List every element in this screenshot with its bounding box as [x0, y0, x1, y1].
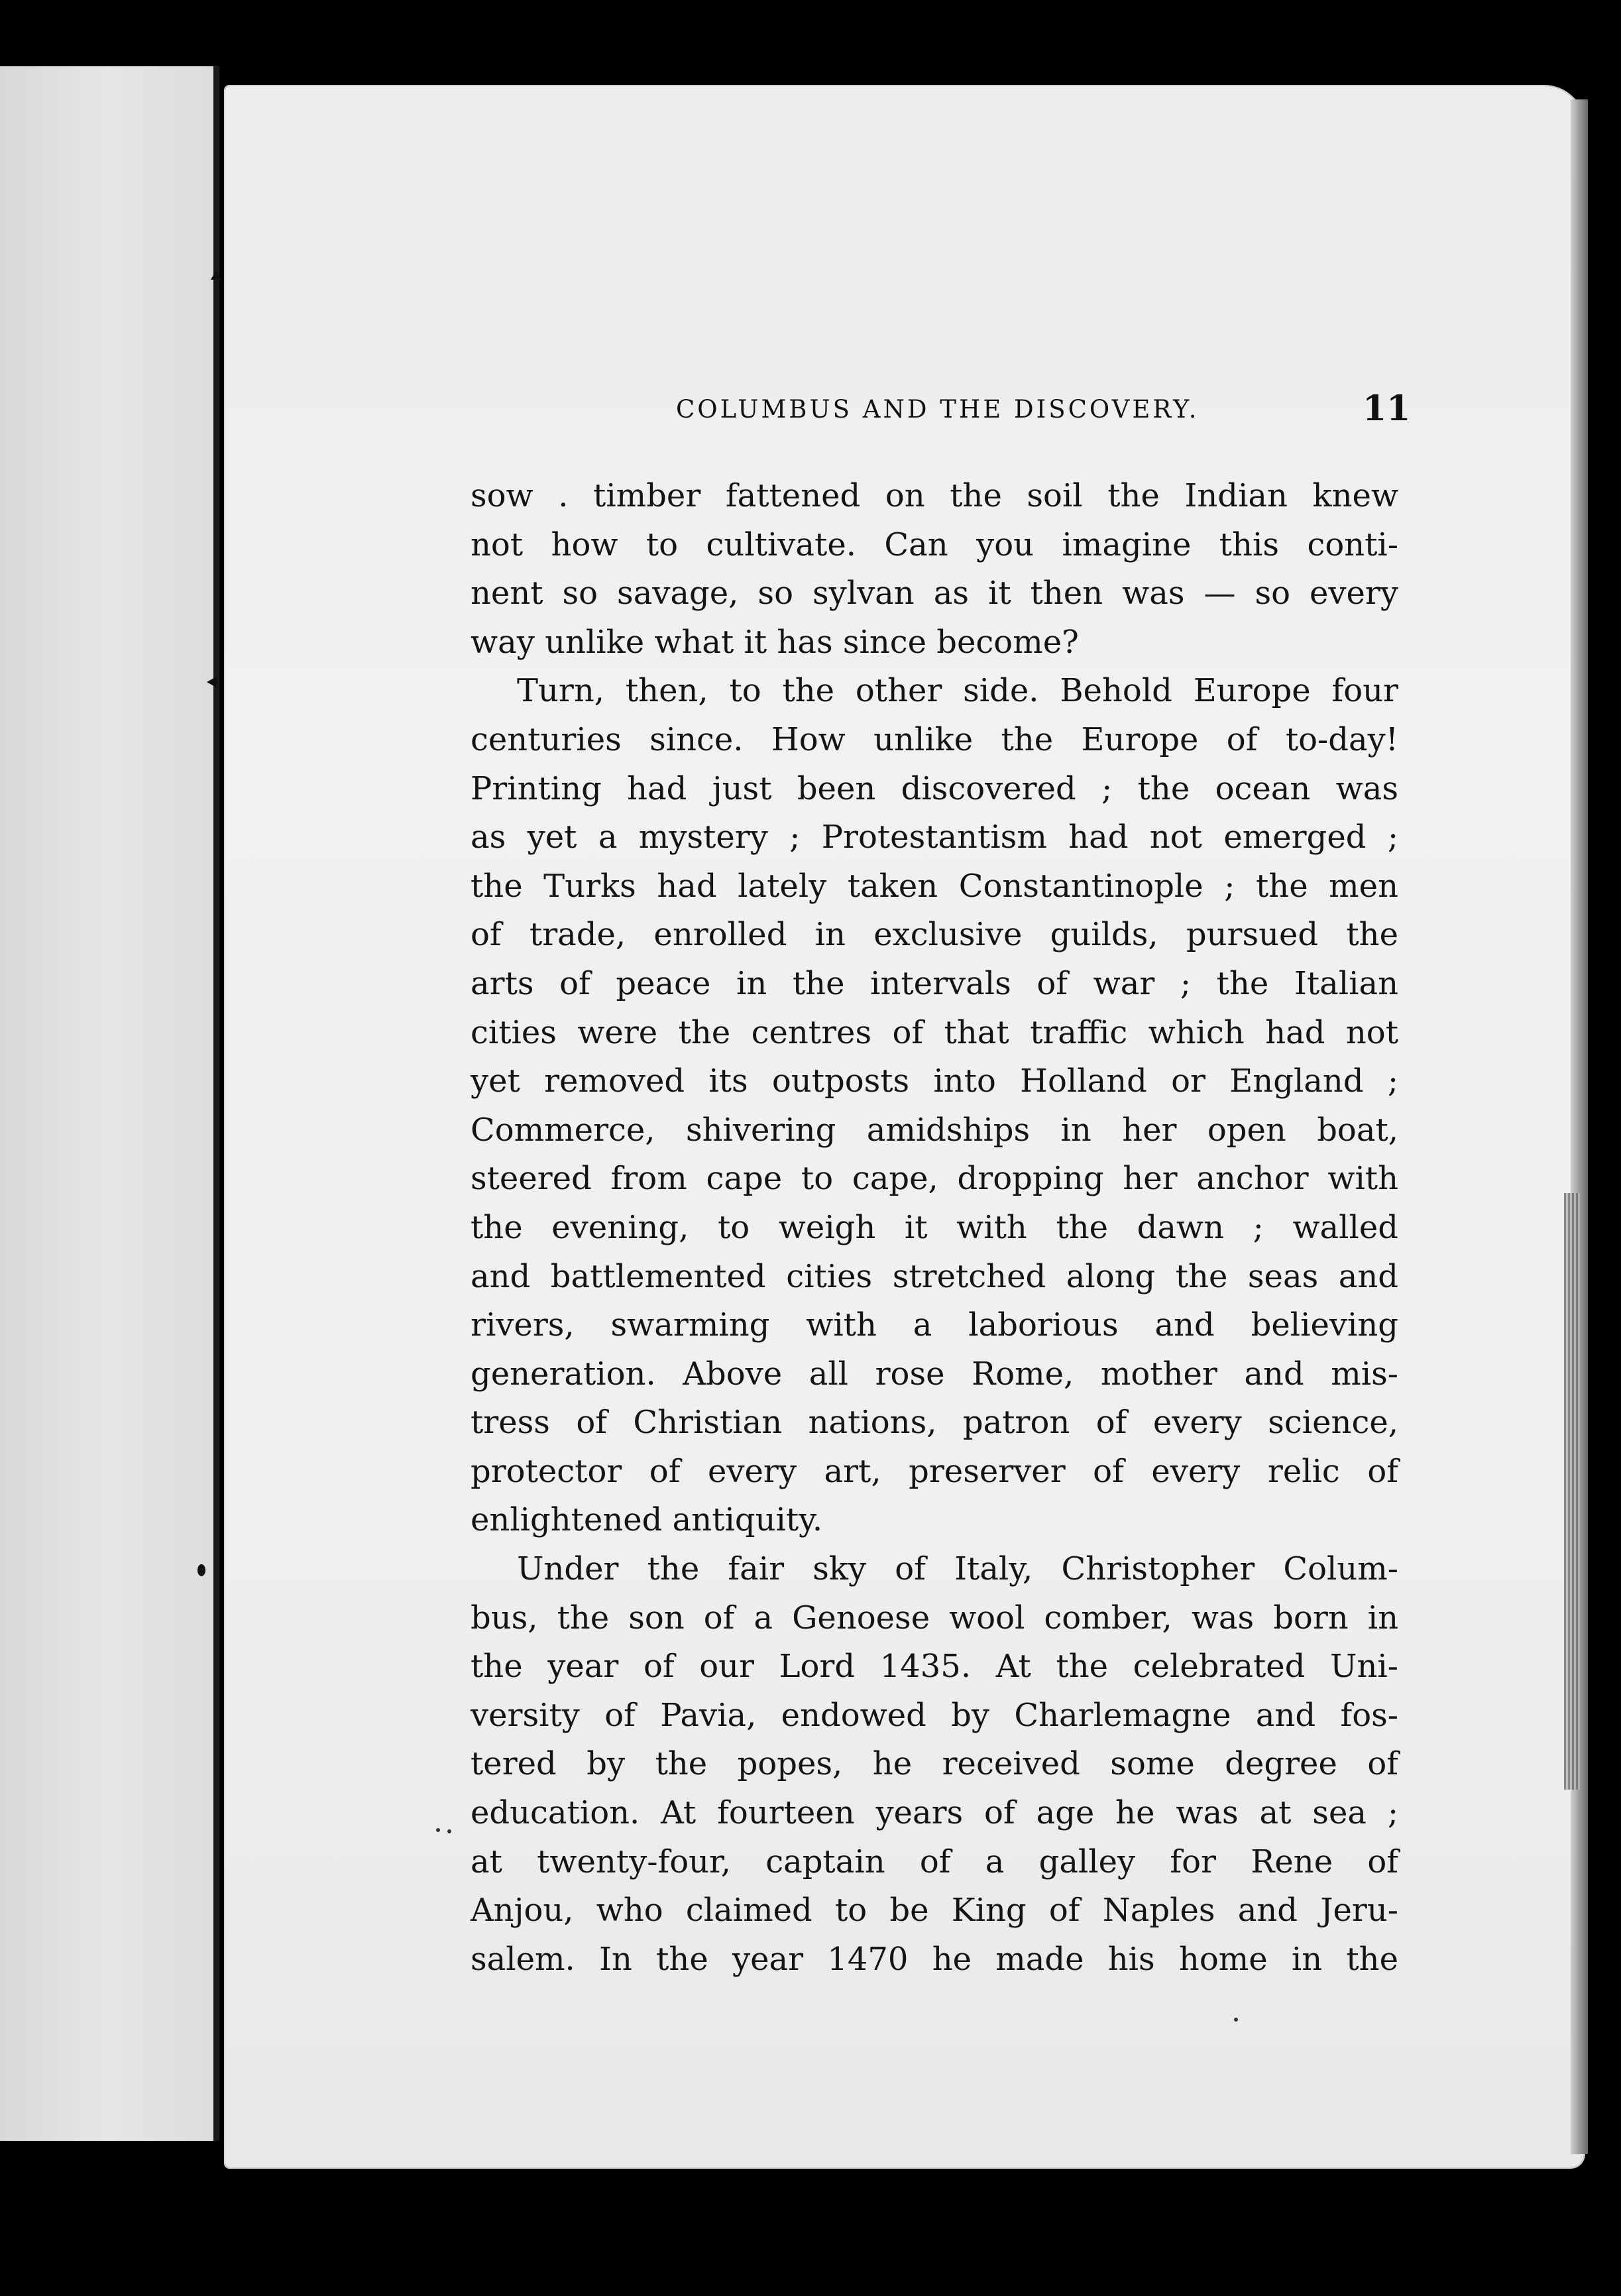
- running-head: COLUMBUS AND THE DISCOVERY.: [676, 395, 1200, 424]
- text-line: cities were the centres of that traffic which had not: [471, 1013, 1398, 1051]
- text-line: rivers, swarming with a laborious and believing: [471, 1306, 1398, 1344]
- body-text: [471, 472, 1398, 1984]
- text-line: the Turks had lately taken Constantinople ; the men: [471, 867, 1398, 905]
- text-line: Commerce, shivering amidships in her open boat,: [471, 1111, 1398, 1149]
- text-line: not how to cultivate. Can you imagine this conti-: [471, 526, 1398, 563]
- print-speck: [436, 1828, 440, 1832]
- text-line: salem. In the year 1470 he made his home in the: [471, 1940, 1398, 1978]
- text-line: the year of our Lord 1435. At the celebrated Uni-: [471, 1648, 1398, 1686]
- text-line: at twenty-four, captain of a galley for Rene of: [471, 1843, 1398, 1880]
- text-line: Anjou, who claimed to be King of Naples and Jeru-: [471, 1892, 1398, 1929]
- text-line: generation. Above all rose Rome, mother and mis-: [471, 1355, 1398, 1393]
- text-line: centuries since. How unlike the Europe of to-day!: [471, 720, 1398, 758]
- print-speck: [447, 1829, 451, 1833]
- text-line: yet removed its outposts into Holland or England ;: [471, 1062, 1398, 1100]
- text-line: tered by the popes, he received some degree of: [471, 1745, 1398, 1783]
- text-line: of trade, enrolled in exclusive guilds, pursued the: [471, 916, 1398, 954]
- paragraph: [471, 667, 1398, 1545]
- text-line: Under the fair sky of Italy, Christopher Colum-: [517, 1550, 1398, 1588]
- page-number: 11: [1363, 388, 1411, 429]
- text-line: Printing had just been discovered ; the ocean was: [471, 770, 1398, 807]
- text-line: bus, the son of a Genoese wool comber, was born in: [471, 1599, 1398, 1636]
- page-edge-strip: [1564, 1193, 1580, 1790]
- gutter-line: [213, 66, 219, 2141]
- text-line: the evening, to weigh it with the dawn ; walled: [471, 1208, 1398, 1246]
- text-line: steered from cape to cape, dropping her anchor with: [471, 1160, 1398, 1198]
- text-line: nent so savage, so sylvan as it then was — so every: [471, 575, 1398, 612]
- print-speck: [1234, 2018, 1238, 2022]
- text-line: and battlemented cities stretched along the seas and: [471, 1257, 1398, 1295]
- gutter-mark: [207, 676, 217, 688]
- left-page-edge: [0, 66, 215, 2141]
- page-edge-shadow: [1571, 99, 1588, 2154]
- text-line: as yet a mystery ; Protestantism had not emerged ;: [471, 819, 1398, 856]
- gutter-mark: [211, 270, 221, 280]
- text-line: education. At fourteen years of age he was at sea ;: [471, 1794, 1398, 1832]
- paragraph: [471, 472, 1398, 667]
- text-line: protector of every art, preserver of every relic of: [471, 1452, 1398, 1490]
- text-line: sow . timber fattened on the soil the Indian knew: [471, 477, 1398, 514]
- text-line: way unlike what it has since become?: [471, 623, 1079, 661]
- paragraph: [471, 1545, 1398, 1984]
- text-line: arts of peace in the intervals of war ; the Italian: [471, 964, 1398, 1002]
- gutter-mark: [197, 1564, 205, 1576]
- text-line: versity of Pavia, endowed by Charlemagne and fos-: [471, 1696, 1398, 1734]
- text-line: enlightened antiquity.: [471, 1501, 823, 1539]
- text-line: Turn, then, to the other side. Behold Europe four: [517, 672, 1398, 710]
- text-line: tress of Christian nations, patron of every science,: [471, 1404, 1398, 1442]
